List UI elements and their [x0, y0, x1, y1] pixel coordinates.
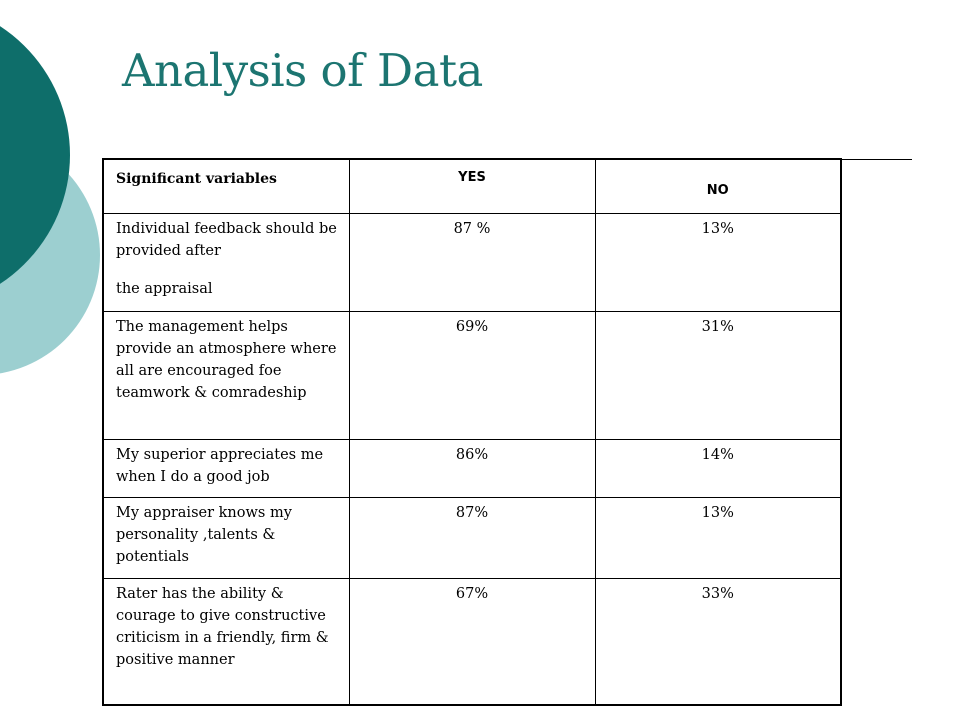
variable-text-continued: the appraisal [116, 281, 213, 297]
header-no: NO [706, 183, 729, 198]
yes-cell [349, 579, 595, 706]
no-value: 31% [701, 319, 734, 335]
header-variable: Significant variables [116, 171, 277, 187]
header-yes: YES [458, 170, 486, 185]
yes-cell [349, 440, 595, 498]
yes-value: 86% [455, 447, 489, 463]
no-cell [595, 312, 841, 440]
variable-text: My appraiser knows my personality ,talents & potentials [116, 505, 292, 565]
variable-text: My superior appreciates me when I do a good job [116, 447, 324, 485]
no-value: 14% [701, 447, 734, 463]
table-row [103, 214, 841, 312]
analysis-table [102, 158, 842, 706]
variable-text: Rater has the ability & courage to give constructive criticism in a friendly, firm & positive manner [116, 586, 329, 668]
variable-text: The management helps provide an atmosphere where all are encouraged foe teamwork & comradeship [116, 319, 337, 401]
variable-text: Individual feedback should be provided after [116, 221, 337, 259]
header-yes-cell [349, 159, 595, 214]
no-value: 33% [701, 586, 734, 602]
yes-value: 87 % [453, 221, 491, 237]
variable-cell [103, 440, 349, 498]
slide-title: Analysis of Data [122, 44, 483, 97]
header-no-cell [595, 159, 841, 214]
yes-value: 69% [455, 319, 489, 335]
yes-cell [349, 214, 595, 312]
variable-cell [103, 214, 349, 312]
table-row [103, 312, 841, 440]
yes-cell [349, 312, 595, 440]
variable-cell [103, 579, 349, 706]
no-value: 13% [701, 505, 734, 521]
yes-value: 67% [455, 586, 489, 602]
title-rule-line [840, 159, 912, 160]
yes-value: 87% [455, 505, 489, 521]
table-row [103, 498, 841, 579]
variable-cell [103, 312, 349, 440]
no-value: 13% [701, 221, 734, 237]
no-cell [595, 498, 841, 579]
table-header-row [103, 159, 841, 214]
table-row [103, 579, 841, 706]
header-variable-cell [103, 159, 349, 214]
table-row [103, 440, 841, 498]
variable-cell [103, 498, 349, 579]
no-cell [595, 440, 841, 498]
no-cell [595, 214, 841, 312]
yes-cell [349, 498, 595, 579]
no-cell [595, 579, 841, 706]
